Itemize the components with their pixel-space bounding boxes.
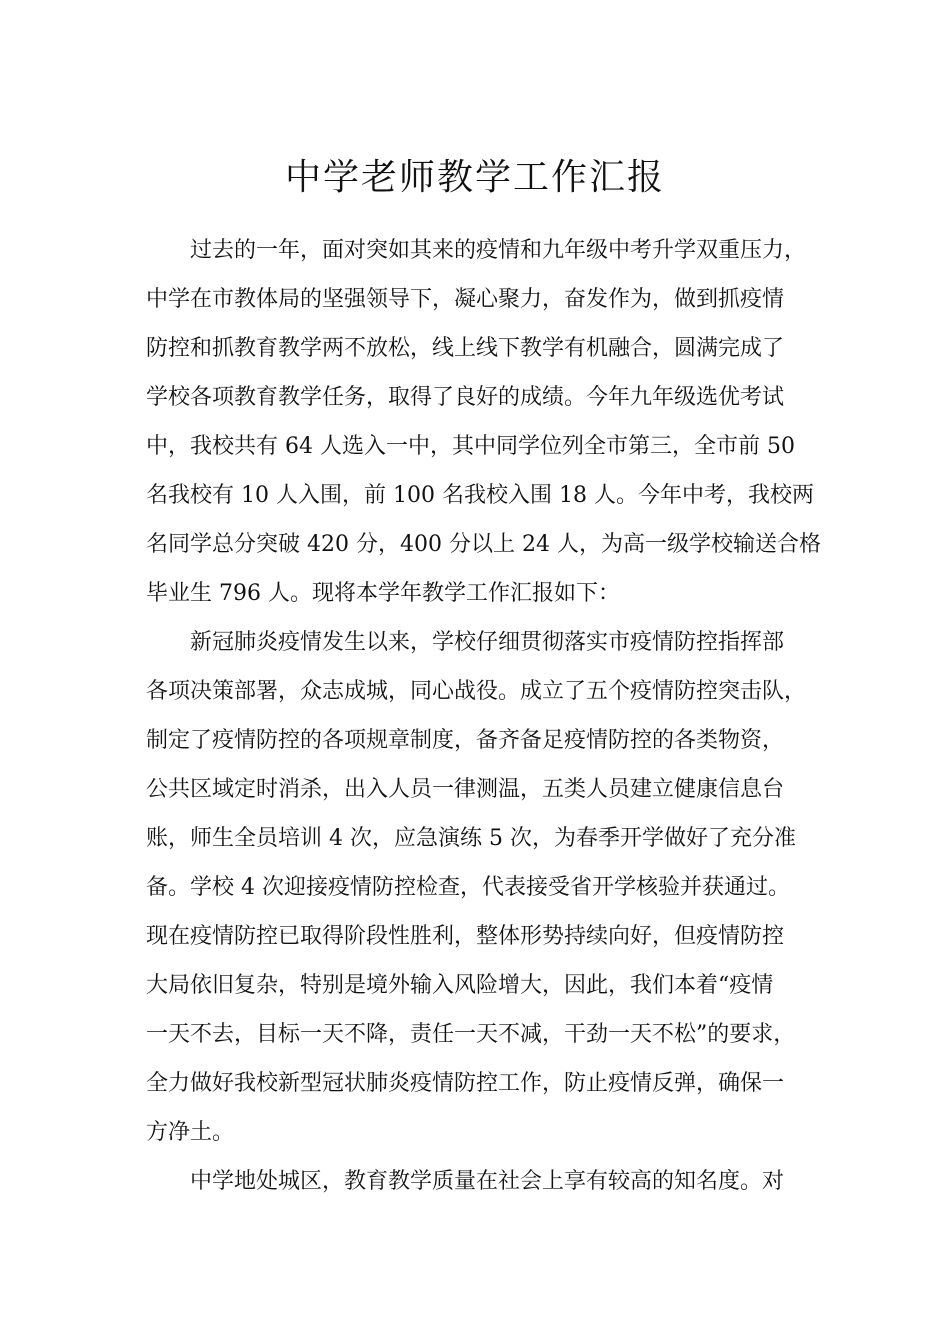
paragraph-3 — [146, 1157, 818, 1206]
text-line: 方净土。 — [146, 1120, 235, 1145]
text-line: 备。学校 4 次迎接疫情防控检查，代表接受省开学核验并获通过。 — [146, 875, 790, 900]
text-line: 防控和抓教育教学两不放松，线上线下教学有机融合，圆满完成了 — [146, 336, 785, 361]
paragraph-1 — [146, 226, 821, 618]
text-line: 中，我校共有 64 人选入一中，其中同学位列全市第三，全市前 50 — [146, 434, 795, 459]
text-line: 过去的一年，面对突如其来的疫情和九年级中考升学双重压力， — [190, 238, 807, 263]
text-line: 名我校有 10 人入围，前 100 名我校入围 18 人。今年中考，我校两 — [146, 483, 814, 508]
text-line: 账，师生全员培训 4 次，应急演练 5 次，为春季开学做好了充分准 — [146, 826, 796, 851]
text-line: 中学在市教体局的坚强领导下，凝心聚力，奋发作为，做到抓疫情 — [146, 287, 785, 312]
text-line: 中学地处城区，教育教学质量在社会上享有较高的知名度。对 — [190, 1169, 785, 1194]
text-line: 现在疫情防控已取得阶段性胜利，整体形势持续向好，但疫情防控 — [146, 924, 785, 949]
text-line: 一天不去，目标一天不降，责任一天不减，干劲一天不松”的要求， — [146, 1022, 796, 1047]
text-line: 名同学总分突破 420 分，400 分以上 24 人，为高一级学校输送合格 — [146, 532, 821, 557]
text-line: 毕业生 796 人。现将本学年教学工作汇报如下： — [146, 581, 620, 606]
text-line: 公共区域定时消杀，出入人员一律测温，五类人员建立健康信息台 — [146, 777, 785, 802]
text-line: 制定了疫情防控的各项规章制度，备齐备足疫情防控的各类物资， — [146, 728, 785, 753]
text-line: 各项决策部署，众志成城，同心战役。成立了五个疫情防控突击队， — [146, 679, 807, 704]
paragraph-2 — [146, 618, 818, 1157]
document-title: 中学老师教学工作汇报 — [284, 157, 665, 199]
text-line: 大局依旧复杂，特别是境外输入风险增大，因此，我们本着“疫情 — [146, 973, 774, 998]
text-line: 新冠肺炎疫情发生以来，学校仔细贯彻落实市疫情防控指挥部 — [190, 630, 785, 655]
text-line: 学校各项教育教学任务，取得了良好的成绩。今年九年级选优考试 — [146, 385, 785, 410]
text-line: 全力做好我校新型冠状肺炎疫情防控工作，防止疫情反弹，确保一 — [146, 1071, 785, 1096]
document-body — [146, 226, 821, 1206]
